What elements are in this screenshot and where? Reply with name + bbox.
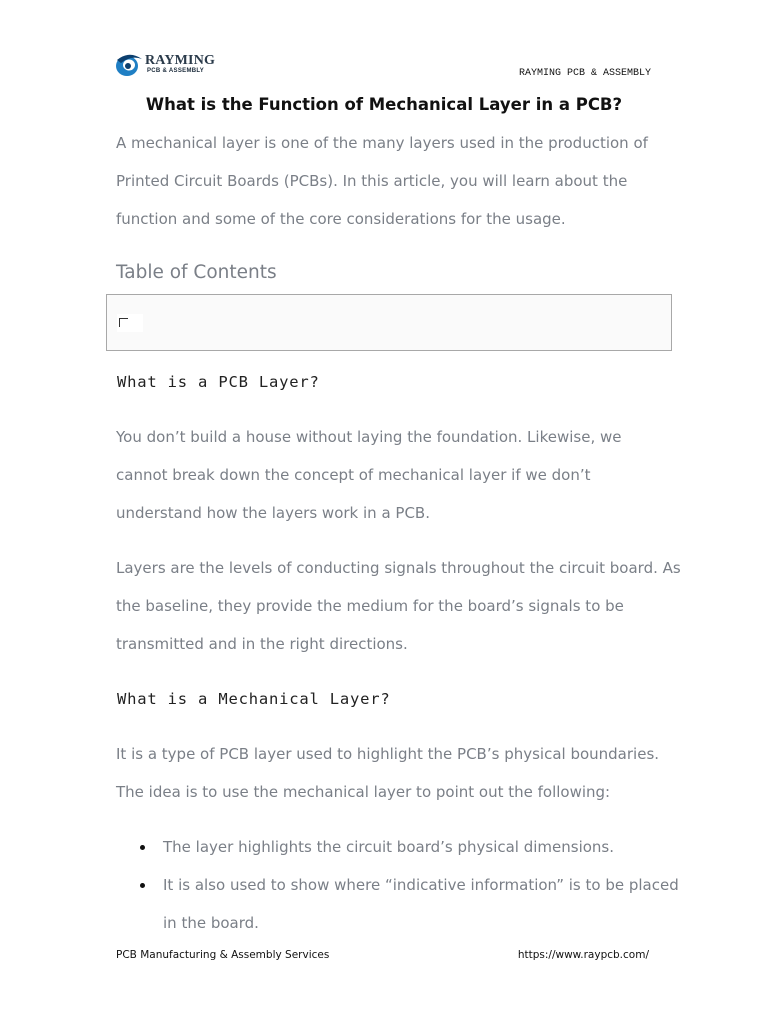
- article-title: What is the Function of Mechanical Layer in a PCB?: [145, 95, 623, 114]
- intro-line: A mechanical layer is one of the many layers used in the production of: [116, 134, 648, 152]
- section1-paragraph-1: [116, 418, 661, 532]
- header-company-name: RAYMING PCB & ASSEMBLY: [518, 68, 651, 79]
- intro-line: function and some of the core considerations for the usage.: [116, 210, 566, 228]
- paragraph-line: transmitted and in the right directions.: [116, 635, 408, 653]
- footer-website-link[interactable]: https://www.raypcb.com/: [517, 949, 649, 961]
- list-item-text: in the board.: [163, 914, 259, 932]
- paragraph-line: the baseline, they provide the medium for the board’s signals to be: [116, 597, 624, 615]
- bullet-list: [116, 828, 679, 942]
- paragraph-line: You don’t build a house without laying the foundation. Likewise, we: [116, 428, 622, 446]
- footer-services-text: PCB Manufacturing & Assembly Services: [116, 949, 330, 961]
- rayming-logo: [115, 50, 225, 80]
- bullet-dot-icon: [140, 845, 145, 850]
- list-item: [116, 828, 661, 866]
- list-item-text: It is also used to show where “indicative information” is to be placed: [163, 876, 679, 894]
- paragraph-line: It is a type of PCB layer used to highlight the PCB’s physical boundaries.: [116, 745, 660, 763]
- paragraph-line: Layers are the levels of conducting signals throughout the circuit board. As: [116, 559, 681, 577]
- bullet-dot-icon: [140, 883, 145, 888]
- list-item: [116, 866, 679, 942]
- toc-toggle-icon: [119, 318, 128, 327]
- section-heading-pcb-layer: What is a PCB Layer?: [117, 373, 320, 391]
- section-heading-mechanical-layer: What is a Mechanical Layer?: [117, 690, 391, 708]
- toc-heading: Table of Contents: [116, 262, 277, 283]
- toc-toggle-button[interactable]: [117, 314, 143, 332]
- list-item-text: The layer highlights the circuit board’s physical dimensions.: [163, 838, 615, 856]
- intro-line: Printed Circuit Boards (PCBs). In this article, you will learn about the: [116, 172, 628, 190]
- table-of-contents-box: [106, 294, 672, 351]
- paragraph-line: The idea is to use the mechanical layer to point out the following:: [116, 783, 611, 801]
- rayming-logo-icon: [115, 52, 143, 78]
- section2-paragraph-1: [116, 735, 661, 811]
- section1-paragraph-2: [116, 549, 681, 663]
- logo-tagline: PCB & ASSEMBLY: [147, 68, 205, 74]
- paragraph-line: cannot break down the concept of mechanical layer if we don’t: [116, 466, 591, 484]
- logo-brand-text: RAYMING: [145, 53, 216, 68]
- intro-paragraph: [116, 124, 661, 238]
- paragraph-line: understand how the layers work in a PCB.: [116, 504, 430, 522]
